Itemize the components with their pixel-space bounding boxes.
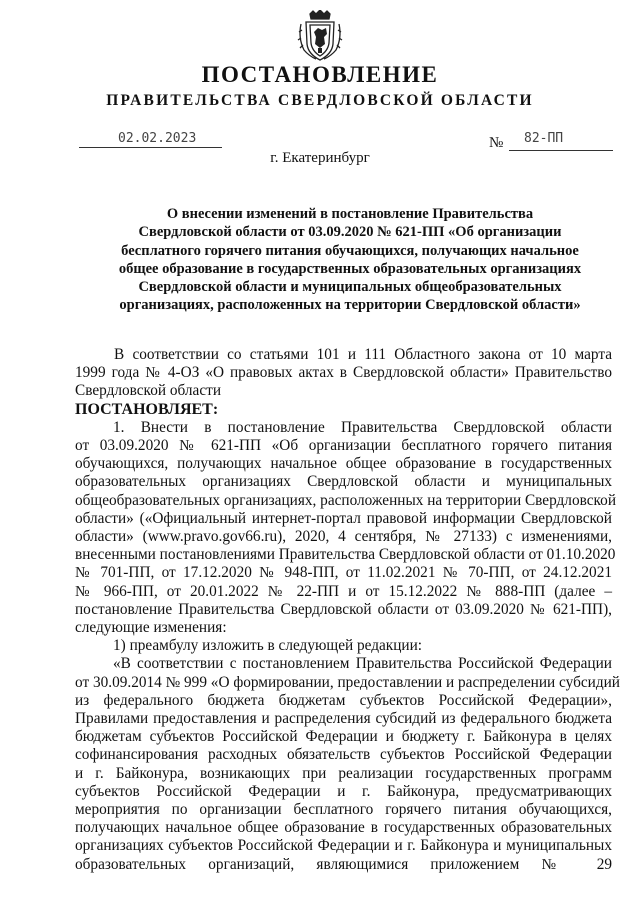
city-line: г. Екатеринбург [270, 150, 370, 166]
body-line: В соответствии со статьями 101 и 111 Областного закона от 10 марта [114, 346, 612, 363]
document-number: 82-ПП [524, 131, 564, 146]
title-line: О внесении изменений в постановление Правительства [166, 206, 534, 222]
body-line: Правилами предоставления и распределения субсидий из федерального бюджета [75, 710, 612, 728]
body-line: обучающихся, получающих начальное общее образование в государственных [75, 455, 612, 473]
body-line: от 30.09.2014 № 999 «О формировании, предоставлении и распределении субсидий [75, 673, 620, 691]
body-line: области» (www.pravo.gov66.ru), 2020, 4 сентября, № 27133) с изменениями, [75, 528, 612, 546]
body-line: получающих начальное общее образование в государственных образовательных [75, 819, 612, 837]
body-line: постановление Правительства Свердловской области от 03.09.2020 № 621-ПП), [75, 600, 612, 618]
body-line: образовательных организациях Свердловской области и муниципальных [75, 473, 612, 491]
body-line: 1999 года № 4-ОЗ «О правовых актах в Свердловской области» Правительство [75, 364, 612, 382]
body-line: образовательных организаций, являющимися приложением № 29 [75, 855, 612, 873]
body-line: области» («Официальный интернет-портал правовой информации Свердловской [75, 509, 612, 527]
title-line: бесплатного горячего питания обучающихся, получающих начальное [121, 242, 579, 259]
body-line: № 966-ПП, от 20.01.2022 № 22-ПП и от 15.12.2022 № 888-ПП (далее – [75, 582, 612, 600]
body-line: № 701-ПП, от 17.12.2020 № 948-ПП, от 11.02.2021 № 70-ПП, от 24.12.2021 [75, 564, 612, 582]
document-body [75, 346, 620, 874]
body-line: мероприятия по организации бесплатного горячего питания обучающихся, [75, 801, 612, 819]
document-title [80, 205, 620, 315]
body-line: следующие изменения: [75, 619, 227, 637]
title-line: общее образование в государственных образовательных организациях [118, 260, 582, 277]
body-line: общеобразовательных организациях, расположенных на территории Свердловской [75, 491, 616, 509]
title-line: Свердловской области и муниципальных общеобразовательных [138, 279, 562, 296]
body-line: софинансирования расходных обязательств субъектов Российской Федерации [75, 746, 612, 764]
body-line: организациях субъектов Российской Федерации и г. Байконура и муниципальных [75, 837, 612, 855]
body-line: субъектов Российской Федерации и г. Байконура, предусматривающих [75, 782, 612, 800]
title-line: организациях, расположенных на территории Свердловской области» [119, 297, 581, 314]
date-underline [79, 147, 222, 148]
document-date: 02.02.2023 [118, 131, 197, 146]
body-line: из федерального бюджета бюджетам субъектов Российской Федерации», [75, 691, 612, 709]
body-line: от 03.09.2020 № 621-ПП «Об организации бесплатного горячего питания [75, 437, 612, 455]
resolves-heading: ПОСТАНОВЛЯЕТ: [75, 400, 219, 418]
body-line: Свердловской области [75, 382, 222, 400]
body-line: и г. Байконура, возникающих при реализации государственных программ [75, 764, 612, 782]
issuer-heading: ПРАВИТЕЛЬСТВА СВЕРДЛОВСКОЙ ОБЛАСТИ [106, 92, 534, 109]
body-line: внесенными постановлениями Правительства Свердловской области от 01.10.2020 [75, 546, 616, 564]
body-line: 1) преамбулу изложить в следующей редакции: [113, 637, 423, 655]
body-line: бюджетам субъектов Российской Федерации и бюджету г. Байконура в целях [75, 728, 612, 746]
number-sign: № [489, 135, 504, 151]
body-line: «В соответствии с постановлением Правительства Российской Федерации [113, 655, 612, 673]
document-type-heading: ПОСТАНОВЛЕНИЕ [201, 62, 439, 87]
coat-of-arms-icon [296, 10, 344, 62]
body-line: 1. Внести в постановление Правительства Свердловской области [113, 418, 612, 436]
title-line: Свердловской области от 03.09.2020 № 621-ПП «Об организации [138, 224, 562, 241]
